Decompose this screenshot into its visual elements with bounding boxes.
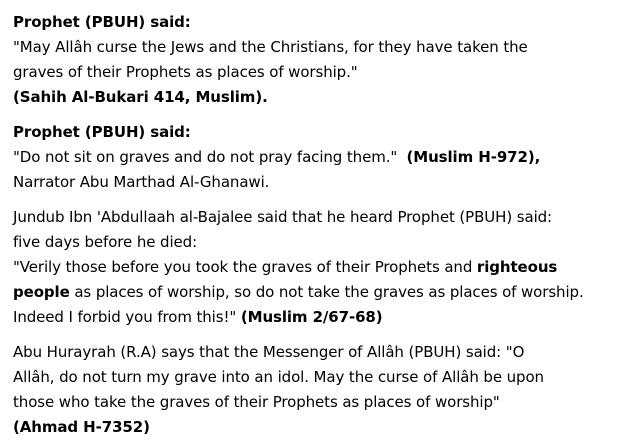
text-line	[13, 205, 630, 230]
text-segment: graves of their Prophets as places of worship."	[13, 63, 358, 81]
text-segment: "Do not sit on graves and do not pray facing them."	[13, 148, 407, 166]
text-segment: five days before he died:	[13, 233, 198, 251]
citation-segment: (Sahih Al-Bukari 414, Muslim).	[13, 88, 268, 106]
citation-segment: (Muslim H-972),	[406, 148, 541, 166]
text-line	[13, 255, 630, 280]
text-segment: those who take the graves of their Prophets as places of worship"	[13, 393, 500, 411]
text-segment: Prophet (PBUH) said:	[13, 13, 191, 31]
citation-segment: (Muslim 2/67-68)	[240, 308, 383, 326]
text-segment: Abu Hurayrah (R.A) says that the Messenger of Allâh (PBUH) said: "O	[13, 343, 525, 361]
quote-block-muslim-972	[13, 120, 630, 195]
text-segment: "Verily those before you took the graves of their Prophets and	[13, 258, 477, 276]
text-line	[13, 340, 630, 365]
text-line	[13, 230, 630, 255]
text-segment: Prophet (PBUH) said:	[13, 123, 191, 141]
quote-block-jundub	[13, 205, 630, 330]
text-line	[13, 35, 630, 60]
text-line	[13, 365, 630, 390]
text-segment: as places of worship, so do not take the graves as places of worship.	[69, 283, 584, 301]
text-line	[13, 170, 630, 195]
citation-line	[13, 415, 630, 440]
text-segment: "May Allâh curse the Jews and the Christians, for they have taken the	[13, 38, 528, 56]
text-line	[13, 305, 630, 330]
emphasis-segment: righteous	[476, 258, 558, 276]
text-line	[13, 10, 630, 35]
text-line	[13, 60, 630, 85]
quote-block-ahmad	[13, 340, 630, 440]
text-line	[13, 145, 630, 170]
text-segment: Jundub Ibn 'Abdullaah al-Bajalee said that he heard Prophet (PBUH) said:	[13, 208, 553, 226]
quote-block-bukhari	[13, 10, 630, 110]
text-segment: Narrator Abu Marthad Al-Ghanawi.	[13, 173, 270, 191]
text-segment: Indeed I forbid you from this!"	[13, 308, 241, 326]
citation-line	[13, 85, 630, 110]
text-line	[13, 120, 630, 145]
text-segment: Allâh, do not turn my grave into an idol. May the curse of Allâh be upon	[13, 368, 544, 386]
citation-segment: (Ahmad H-7352)	[13, 418, 150, 436]
emphasis-segment: people	[13, 283, 70, 301]
text-line	[13, 280, 630, 305]
text-line	[13, 390, 630, 415]
